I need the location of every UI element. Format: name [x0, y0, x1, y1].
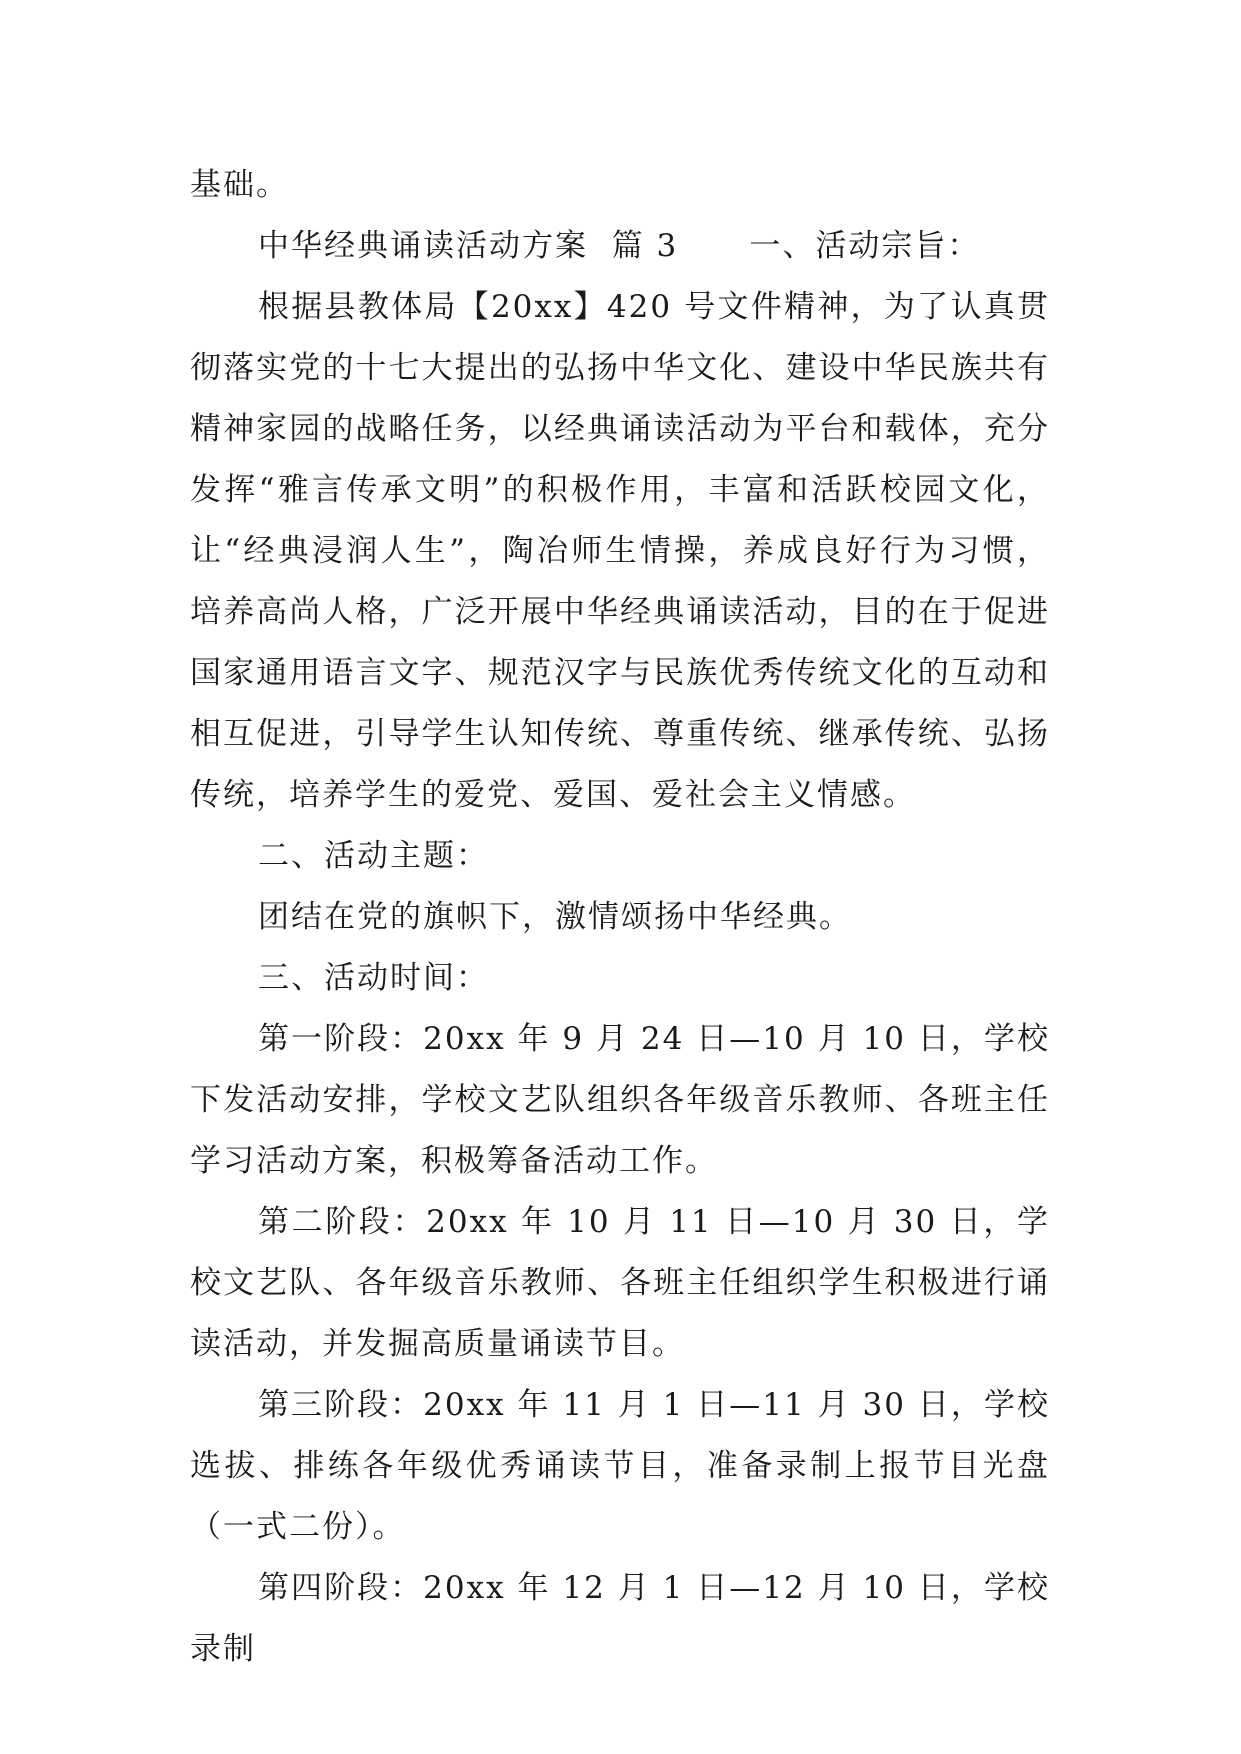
paragraph-stage-3: 第三阶段：20xx 年 11 月 1 日—11 月 30 日，学校选拔、排练各年级优秀诵读节目，准备录制上报节目光盘（一式二份）。 [190, 1387, 1050, 1545]
paragraph-stage-4: 第四阶段：20xx 年 12 月 1 日—12 月 10 日，学校录制 [190, 1570, 1050, 1667]
paragraph-stage-2: 第二阶段：20xx 年 10 月 11 日—10 月 30 日，学校文艺队、各年级音乐教师、各班主任组织学生积极进行诵读活动，并发掘高质量诵读节目。 [190, 1204, 1050, 1362]
paragraph-purpose: 根据县教体局【20xx】420 号文件精神，为了认真贯彻落实党的十七大提出的弘扬中华文化、建设中华民族共有精神家园的战略任务，以经典诵读活动为平台和载体，充分发挥“雅言传承文明”的积极作用，丰富和活跃校园文化，让“经典浸润人生”，陶冶师生情操，养成良好行为习惯，培养高尚人格，广泛开展中华经典诵读活动，目的在于促进国家通用语言文字、规范汉字与民族优秀传统文化的互动和相互促进，引导学生认知传统、尊重传统、继承传统、弘扬传统，培养学生的爱党、爱国、爱社会主义情感。 [190, 289, 1050, 813]
section-heading-theme: 二、活动主题： [258, 838, 489, 874]
section-heading-time: 三、活动时间： [258, 960, 489, 996]
section-heading-purpose: 中华经典诵读活动方案 篇 3 一、活动宗旨： [258, 228, 981, 264]
paragraph-stage-1: 第一阶段：20xx 年 9 月 24 日—10 月 10 日，学校下发活动安排，学校文艺队组织各年级音乐教师、各班主任学习活动方案，积极筹备活动工作。 [190, 1021, 1050, 1179]
paragraph-continuation: 基础。 [190, 167, 289, 203]
paragraph-theme: 团结在党的旗帜下，激情颂扬中华经典。 [258, 899, 852, 935]
document-body [190, 155, 1050, 1680]
